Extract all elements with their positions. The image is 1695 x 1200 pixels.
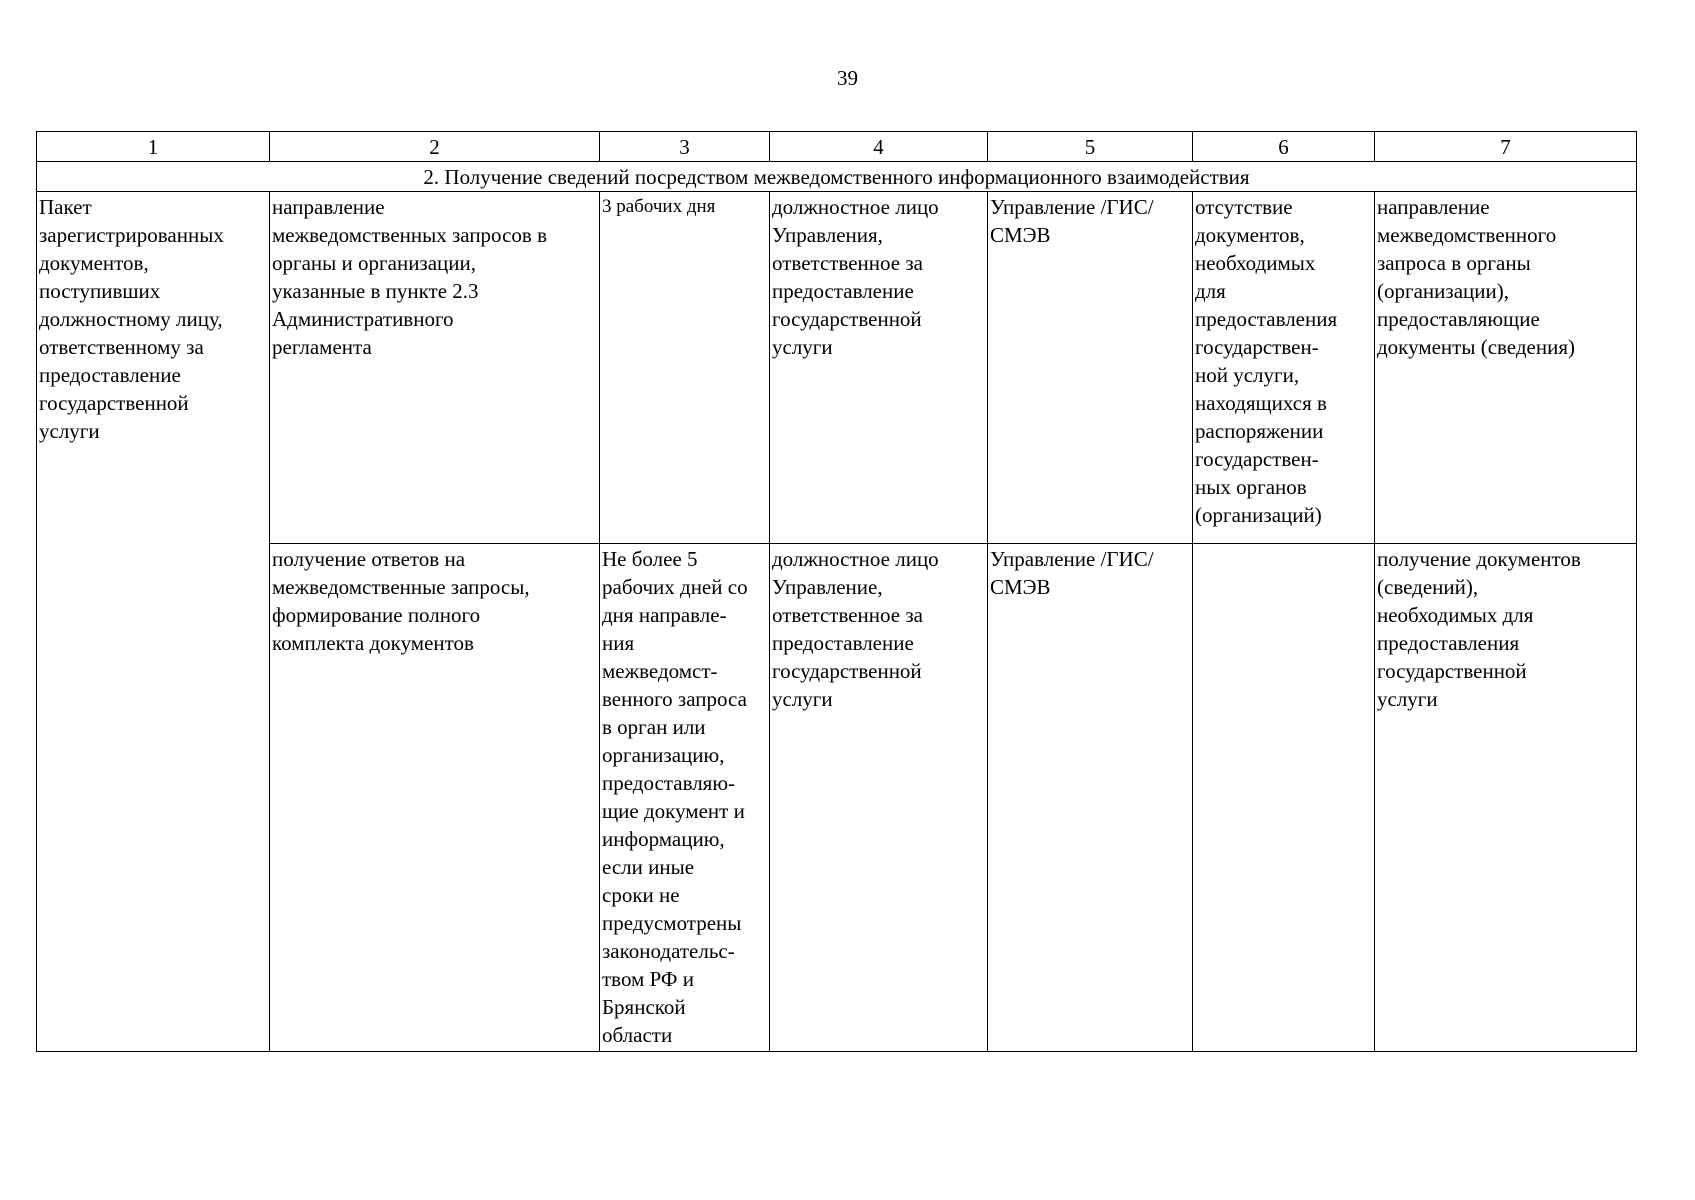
criteria-cell bbox=[1193, 544, 1375, 1052]
result-cell bbox=[1375, 544, 1637, 1052]
column-number-4: 4 bbox=[770, 132, 988, 162]
criteria-cell bbox=[1193, 192, 1375, 544]
input-documents-cell bbox=[37, 192, 270, 1052]
system-text: Управление /ГИС/ СМЭВ bbox=[990, 547, 1154, 599]
system-cell bbox=[988, 192, 1193, 544]
table-row bbox=[37, 544, 1637, 1052]
criteria-text: отсутствие документов, необходимых для предоставления государствен- ной услуги, находящихся в распоряжении государствен- ных органов (организаций) bbox=[1195, 195, 1338, 527]
system-cell bbox=[988, 544, 1193, 1052]
action-text: направление межведомственных запросов в органы и организации, указанные в пункте 2.3 Административного регламента bbox=[272, 195, 547, 359]
page-number: 39 bbox=[837, 66, 858, 90]
result-text: направление межведомственного запроса в органы (организации), предоставляющие документы (сведения) bbox=[1377, 195, 1575, 359]
column-number-5: 5 bbox=[988, 132, 1193, 162]
column-number-2: 2 bbox=[270, 132, 600, 162]
column-number-7: 7 bbox=[1375, 132, 1637, 162]
system-text: Управление /ГИС/ СМЭВ bbox=[990, 195, 1154, 247]
column-number-row bbox=[37, 132, 1637, 162]
section-row bbox=[37, 162, 1637, 192]
responsible-cell bbox=[770, 544, 988, 1052]
column-number-1: 1 bbox=[37, 132, 270, 162]
term-text: Не более 5 рабочих дней со дня направле- ния межведомст- венного запроса в орган или организацию, предоставляю- щие документ и информацию, если иные сроки не предусмотрены законодательс- твом РФ и Брянской области bbox=[602, 547, 748, 1047]
column-number-3: 3 bbox=[600, 132, 770, 162]
term-cell bbox=[600, 192, 770, 544]
table-row bbox=[37, 192, 1637, 544]
action-cell bbox=[270, 544, 600, 1052]
responsible-text: должностное лицо Управления, ответственное за предоставление государственной услуги bbox=[772, 195, 939, 359]
responsible-text: должностное лицо Управление, ответственное за предоставление государственной услуги bbox=[772, 547, 939, 711]
result-cell bbox=[1375, 192, 1637, 544]
result-text: получение документов (сведений), необходимых для предоставления государственной услуги bbox=[1377, 547, 1581, 711]
term-cell bbox=[600, 544, 770, 1052]
process-table bbox=[36, 131, 1637, 1052]
action-text: получение ответов на межведомственные запросы, формирование полного комплекта документов bbox=[272, 547, 530, 655]
term-text: 3 рабочих дня bbox=[602, 196, 716, 217]
column-number-6: 6 bbox=[1193, 132, 1375, 162]
section-title: 2. Получение сведений посредством межведомственного информационного взаимодействия bbox=[37, 162, 1637, 192]
input-documents-text: Пакет зарегистрированных документов, поступивших должностному лицу, ответственному за предоставление государственной услуги bbox=[39, 195, 224, 443]
action-cell bbox=[270, 192, 600, 544]
responsible-cell bbox=[770, 192, 988, 544]
